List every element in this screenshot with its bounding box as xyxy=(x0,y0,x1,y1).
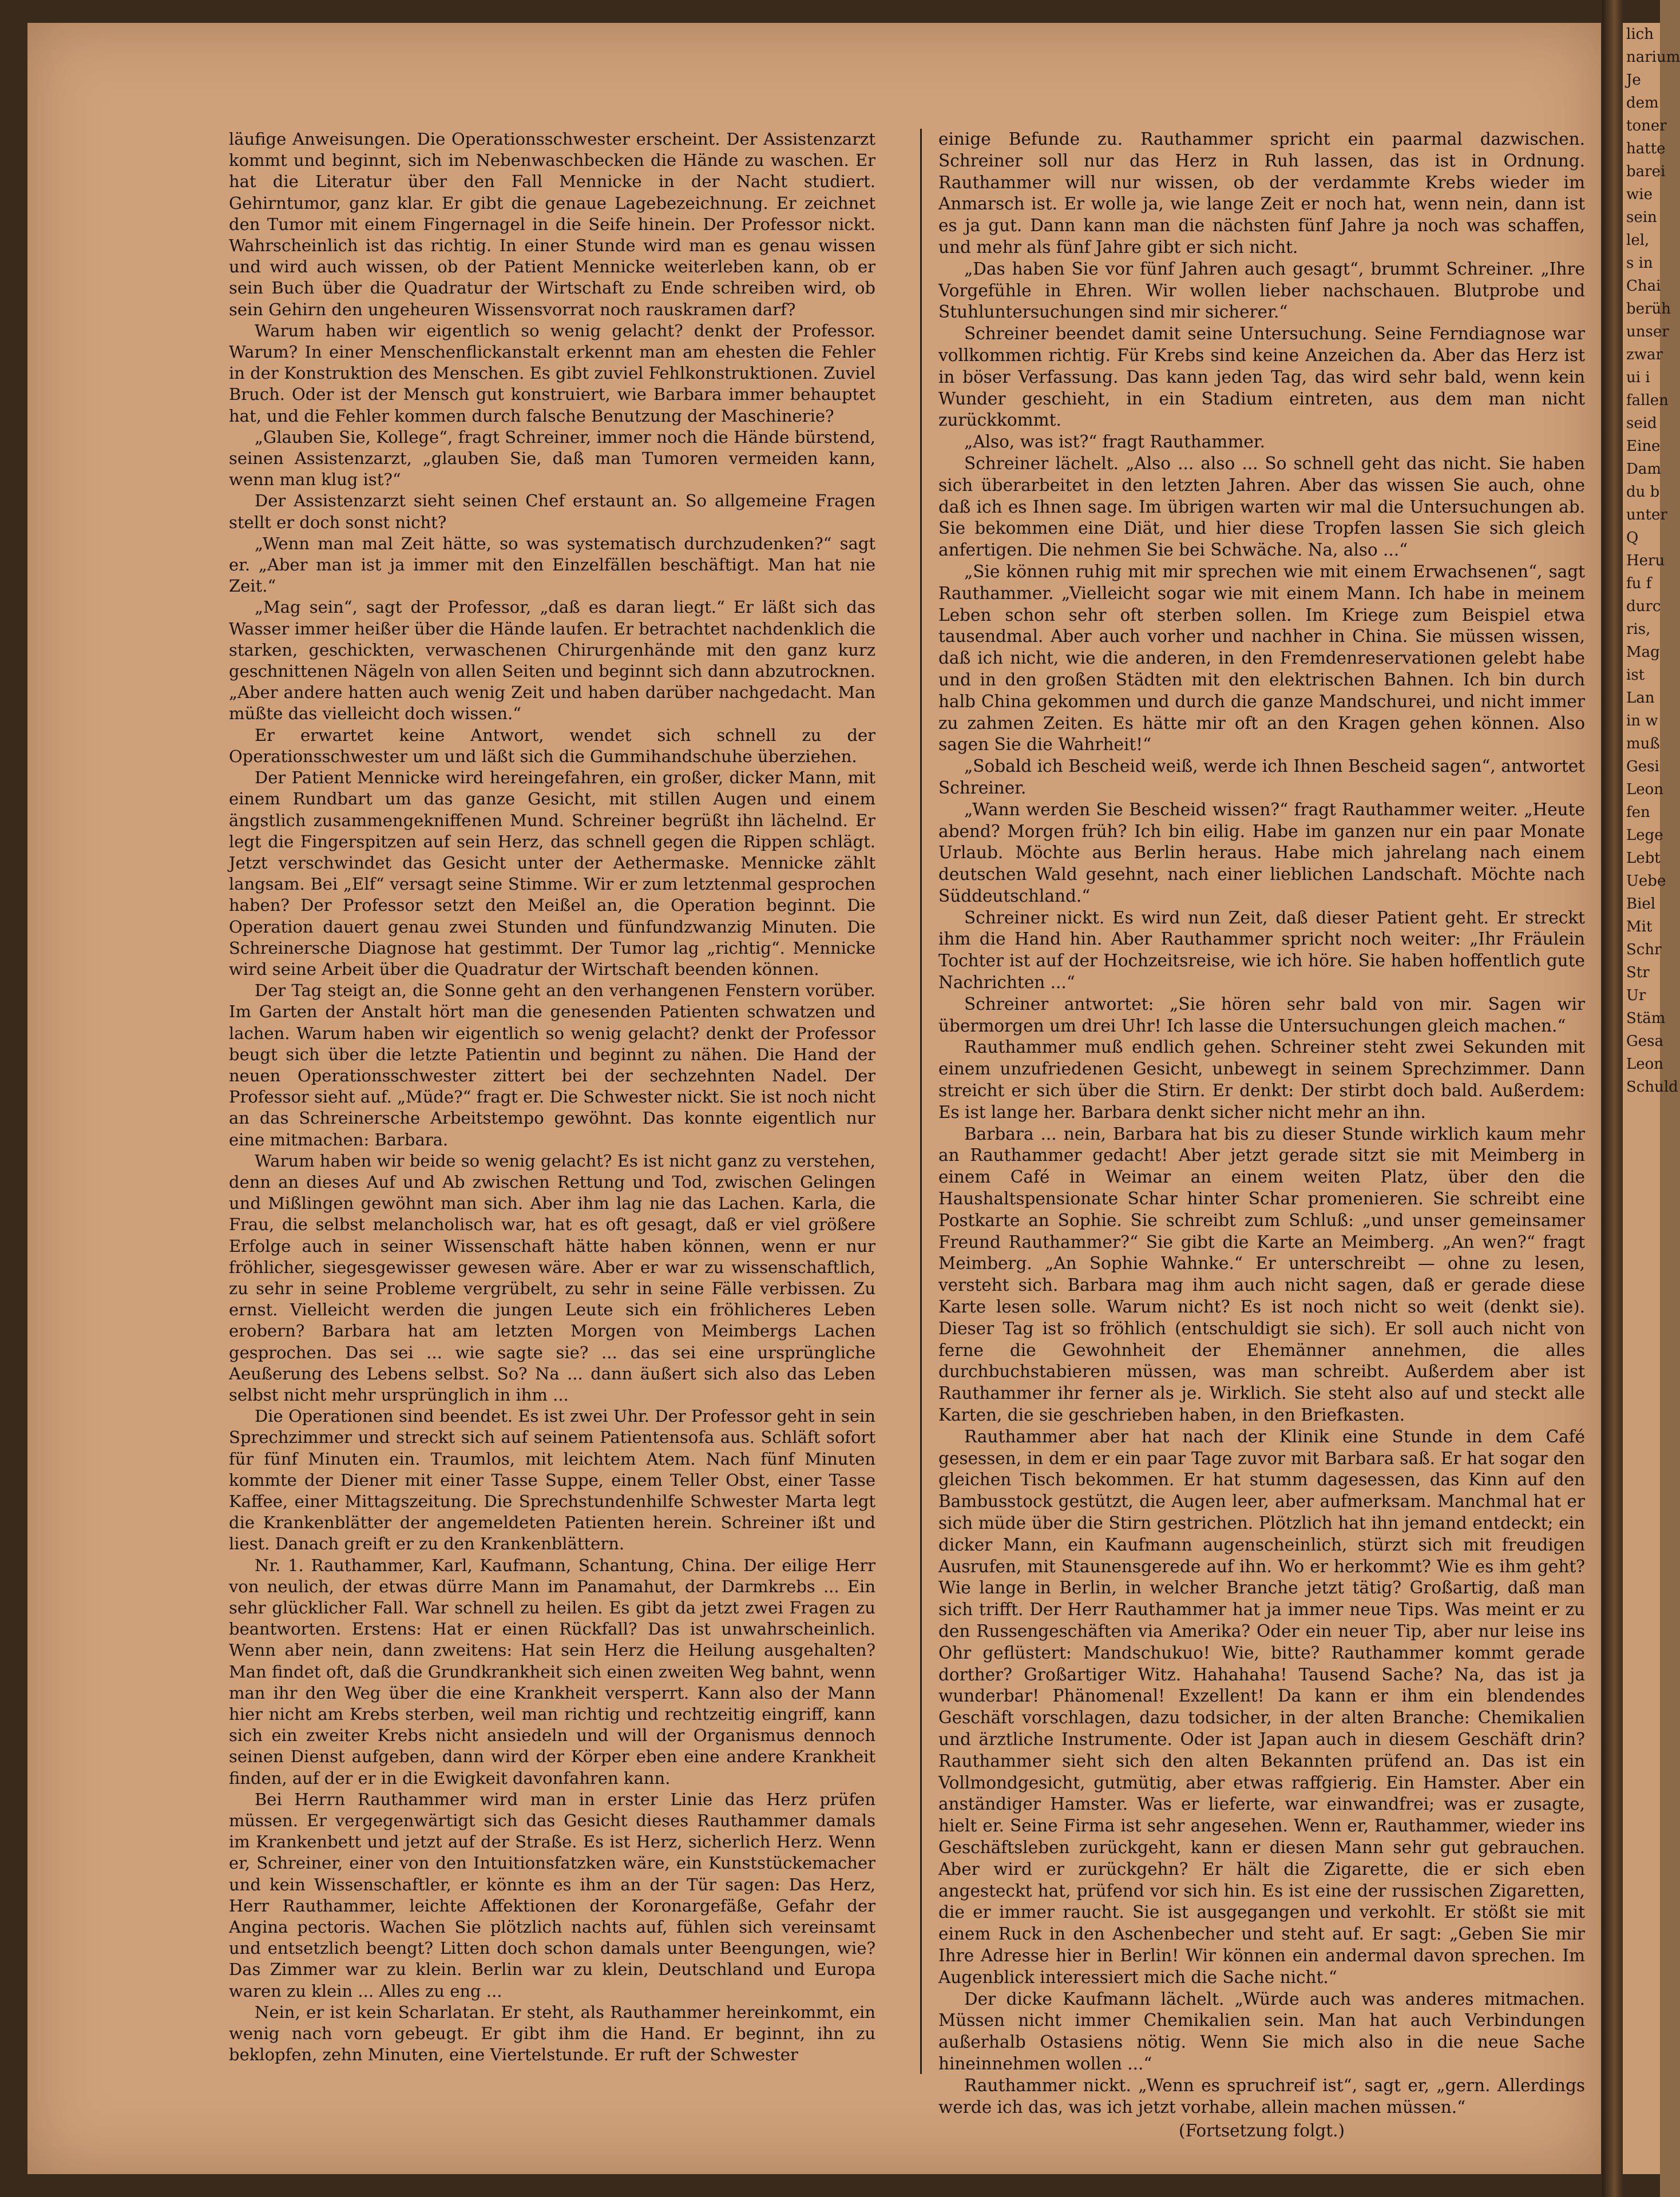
paragraph: Der Patient Mennicke wird hereingefahren, ein großer, dicker Mann, mit einem Rundbart um das ganze Gesicht, mit stillen Augen und einem ängstlich zusammengekniffenen Mund. Schreiner begrüßt ihn lächelnd. Er legt die Fingerspitzen auf sein Herz, das schnell gegen die Rippen schlägt. Jetzt verschwindet das Gesicht unter der Aethermaske. Mennicke zählt langsam. Bei „Elf“ versagt seine Stimme. Wir er zum letztenmal gesprochen haben? Der Professor setzt den Meißel an, die Operation beginnt. Die Operation dauert genau zwei Stunden und fünfundzwanzig Minuten. Die Schreinersche Diagnose hat gestimmt. Der Tumor lag „richtig“. Mennicke wird seine Arbeit über die Quadratur der Wirtschaft beenden können. xyxy=(229,768,875,979)
paragraph: Nein, er ist kein Scharlatan. Er steht, als Rauthammer hereinkommt, ein wenig nach vorn gebeugt. Er gibt ihm die Hand. Er beginnt, ihn zu beklopfen, zehn Minuten, eine Viertelstunde. Er ruft der Schwester xyxy=(229,2002,875,2065)
paragraph: „Also, was ist?“ fragt Rauthammer. xyxy=(964,432,1266,452)
paragraph: Nr. 1. Rauthammer, Karl, Kaufmann, Schantung, China. Der eilige Herr von neulich, der etwas dürre Mann im Panamahut, der Darmkrebs ... Ein sehr glücklicher Fall. War schnell zu heilen. Es gibt da jetzt zwei Fragen zu beantworten. Erstens: Hat er einen Rückfall? Das ist unwahrscheinlich. Wenn aber nein, dann zweitens: Hat sein Herz die Heilung ausgehalten? Man findet oft, daß die Grundkrankheit sich einen zweiten Weg bahnt, wenn man ihr den Weg über die eine Krankheit versperrt. Kann also der Mann hier nicht am Krebs sterben, weil man richtig und rechtzeitig eingriff, kann sich ein zweiter Krebs nicht ansiedeln und will der Organismus dennoch seinen Dienst aufgeben, dann wird der Körper eben eine andere Krankheit finden, auf der er in die Ewigkeit davonfahren kann. xyxy=(229,1555,875,1788)
paragraph: Schreiner nickt. Es wird nun Zeit, daß dieser Patient geht. Er streckt ihm die Hand hin. Aber Rauthammer spricht noch weiter: „Ihr Fräulein Tochter ist auf der Hochzeitsreise, wie ich höre. Sie haben hoffentlich gute Nachrichten ...“ xyxy=(938,907,1585,993)
paragraph: Rauthammer muß endlich gehen. Schreiner steht zwei Sekunden mit einem unzufriedenen Gesicht, unbewegt in seinem Sprechzimmer. Dann streicht er sich über die Stirn. Er denkt: Der stirbt doch bald. Außerdem: Es ist lange her. Barbara denkt sicher nicht mehr an ihn. xyxy=(938,1037,1585,1122)
paragraph: „Das haben Sie vor fünf Jahren auch gesagt“, brummt Schreiner. „Ihre Vorgefühle in Ehren. Wir wollen lieber nachschauen. Blutprobe und Stuhluntersuchungen sind mir sicherer.“ xyxy=(938,259,1585,322)
column-divider xyxy=(920,129,922,2074)
right-text-column xyxy=(938,129,1585,2142)
paragraph: Bei Herrn Rauthammer wird man in erster Linie das Herz prüfen müssen. Er vergegenwärtigt sich das Gesicht dieses Rauthammer damals im Krankenbett und jetzt auf der Straße. Es ist Herz, sicherlich Herz. Wenn er, Schreiner, einer von den Intuitionsfatzken wäre, ein Kunststückemacher und kein Wissenschaftler, er könnte es ihm an der Tür sagen: Das Herz, Herr Rauthammer, leichte Affektionen der Koronargefäße, Gefahr der Angina pectoris. Wachen Sie plötzlich nachts auf, fühlen sich vereinsamt und entsetzlich beengt? Litten doch schon damals unter Beengungen, wie? Das Zimmer war zu klein. Berlin war zu klein, Deutschland und Europa waren zu klein ... Alles zu eng ... xyxy=(229,1789,875,2001)
paragraph: Barbara ... nein, Barbara hat bis zu dieser Stunde wirklich kaum mehr an Rauthammer gedacht! Aber jetzt gerade sitzt sie mit Meimberg in einem Café in Weimar an einem weiten Platz, über den die Haushaltspensionate Schar hinter Schar promenieren. Sie schreibt eine Postkarte an Sophie. Sie schreibt zum Schluß: „und unser gemeinsamer Freund Rauthammer?“ Sie gibt die Karte an Meimberg. „An wen?“ fragt Meimberg. „An Sophie Wahnke.“ Er unterschreibt — ohne zu lesen, versteht sich. Barbara mag ihm auch nicht sagen, daß er gerade diese Karte lesen solle. Warum nicht? Es ist noch nicht so weit (denkt sie). Dieser Tag ist so fröhlich (entschuldigt sie sich). Er soll auch nicht von ferne die Gewohnheit der Ehemänner annehmen, die alles durchbuchstabieren müssen, was man schreibt. Außerdem aber ist Rauthammer ihr ferner als je. Wirklich. Sie steht also auf und steckt alle Karten, die sie geschrieben haben, in den Briefkasten. xyxy=(938,1124,1585,1425)
adjacent-page-fragments: lich narium Je dem toner hatte barei wie sein lel, s in Chai berüh unser zwar ui i fallen seid Eine Dam du b unter Q Heru fu f durc ris, Mag ist Lan in w muß Gesi Leon fen Lege Lebt Uebe Biel Mit Schr Str Ur Stäm Gesa Leon Schuld xyxy=(1626,26,1680,1096)
paragraph: Die Operationen sind beendet. Es ist zwei Uhr. Der Professor geht in sein Sprechzimmer und streckt sich auf seinem Patientensofa aus. Schläft sofort für fünf Minuten ein. Traumlos, mit leichtem Atem. Nach fünf Minuten kommte der Diener mit einer Tasse Suppe, einem Teller Obst, einer Tasse Kaffee, einer Mittagszeitung. Die Sprechstundenhilfe Schwester Marta legt die Krankenblätter der angemeldeten Patienten herein. Schreiner ißt und liest. Danach greift er zu den Krankenblättern. xyxy=(229,1406,875,1554)
adjacent-page-edge xyxy=(1623,23,1680,2174)
paragraph: Der Assistenzarzt sieht seinen Chef erstaunt an. So allgemeine Fragen stellt er doch sonst nicht? xyxy=(229,491,875,532)
paragraph: Warum haben wir beide so wenig gelacht? Es ist nicht ganz zu verstehen, denn an dieses Auf und Ab zwischen Rettung und Tod, zwischen Gelingen und Mißlingen gewöhnt man sich. Aber ihm lag nie das Lachen. Karla, die Frau, die selbst melancholisch war, hat es oft gesagt, daß er viel größere Erfolge auch in seiner Wissenschaft hätte haben können, wenn er nur fröhlicher, siegesgewisser gewesen wäre. Aber er war zu wissenschaftlich, zu sehr in seine Probleme vergrübelt, zu sehr in seine Fälle verbissen. Zu ernst. Vielleicht werden die jungen Leute sich ein fröhlicheres Leben erobern? Barbara hat am letzten Morgen von Meimbergs Lachen gesprochen. Das sei ... wie sagte sie? ... das sei eine ursprüngliche Aeußerung des Lebens selbst. So? Na ... dann äußert sich also das Leben selbst nicht mehr ursprünglich in ihm ... xyxy=(229,1151,875,1405)
page-gutter xyxy=(1602,0,1623,2197)
paragraph: läufige Anweisungen. Die Operationsschwester erscheint. Der Assistenzarzt kommt und beginnt, sich im Nebenwaschbecken die Hände zu waschen. Er hat die Literatur über den Fall Mennicke in der Nacht studiert. Gehirntumor, ganz klar. Er gibt die genaue Lagebezeichnung. Er zeichnet den Tumor mit einem Fingernagel in die Seife hinein. Der Professor nickt. Wahrscheinlich ist das richtig. In einer Stunde wird man es genau wissen und wird auch wissen, ob der Patient Mennicke weiterleben kann, ob er sein Buch über die Quadratur der Wirtschaft zu Ende schreiben wird, ob sein Gehirn den ungeheuren Wissensvorrat noch rauskramen darf? xyxy=(229,129,875,319)
paragraph: „Sobald ich Bescheid weiß, werde ich Ihnen Bescheid sagen“, antwortet Schreiner. xyxy=(938,756,1585,798)
paragraph: Rauthammer aber hat nach der Klinik eine Stunde in dem Café gesessen, in dem er ein paar Tage zuvor mit Barbara saß. Er hat sogar den gleichen Tisch bekommen. Er hat stumm dagesessen, das Kinn auf den Bambusstock gestützt, die Augen leer, aber aufmerksam. Manchmal hat er sich müde über die Stirn gestrichen. Plötzlich hat ihn jemand entdeckt; ein dicker Mann, ein Kaufmann augenscheinlich, stürzt sich mit freudigen Ausrufen, mit Staunensgerede auf ihn. Wo er herkommt? Wie es ihm geht? Wie lange in Berlin, in welcher Branche jetzt tätig? Großartig, daß man sich trifft. Der Herr Rauthammer hat ja immer neue Tips. Was meint er zu den Russengeschäften via Amerika? Oder ein neuer Tip, aber nur leise ins Ohr geflüstert: Mandschukuo! Wie, bitte? Rauthammer kommt gerade dorther? Großartiger Witz. Hahahaha! Tausend Sache? Na, das ist ja wunderbar! Phänomenal! Exzellent! Da kann er ihm ein blendendes Geschäft vorschlagen, dazu todsicher, in der alten Branche: Chemikalien und ärztliche Instrumente. Oder ist Japan auch in diesem Geschäft drin? Rauthammer sieht sich den alten Bekannten prüfend an. Das ist ein Vollmondgesicht, gutmütig, aber etwas raffgierig. Ein Hamster. Aber ein anständiger Hamster. Was er lieferte, war einwandfrei; was er zusagte, hielt er. Seine Firma ist sehr angesehen. Wenn er, Rauthammer, wieder ins Geschäftsleben zurückgeht, kann er diesen Mann sehr gut gebrauchen. Aber wird er zurückgehn? Er hält die Zigarette, die er sich eben angesteckt hat, prüfend vor sich hin. Es ist eine der russischen Zigaretten, die er immer raucht. Sie ist ausgegangen und verkohlt. Er stößt sie mit einem Ruck in den Aschenbecher und steht auf. Er sagt: „Geben Sie mir Ihre Adresse hier in Berlin! Wir können ein andermal davon sprechen. Im Augenblick interessiert mich die Sache nicht.“ xyxy=(938,1426,1585,1987)
paragraph: Er erwartet keine Antwort, wendet sich schnell zu der Operationsschwester um und läßt sich die Gummihandschuhe überziehen. xyxy=(229,725,875,766)
paragraph: „Glauben Sie, Kollege“, fragt Schreiner, immer noch die Hände bürstend, seinen Assistenzarzt, „glauben Sie, daß man Tumoren vermeiden kann, wenn man klug ist?“ xyxy=(229,427,875,490)
paragraph: Schreiner antwortet: „Sie hören sehr bald von mir. Sagen wir übermorgen um drei Uhr! Ich lasse die Untersuchungen gleich machen.“ xyxy=(938,994,1585,1036)
continuation-note: (Fortsetzung folgt.) xyxy=(1178,2121,1345,2141)
paragraph: Schreiner beendet damit seine Untersuchung. Seine Ferndiagnose war vollkommen richtig. Für Krebs sind keine Anzeichen da. Aber das Herz ist in böser Verfassung. Das kann jeden Tag, das wird sehr bald, wenn kein Wunder geschieht, in ein Stadium eintreten, aus dem man nicht zurückkommt. xyxy=(938,324,1585,430)
paragraph: „Wann werden Sie Bescheid wissen?“ fragt Rauthammer weiter. „Heute abend? Morgen früh? Ich bin eilig. Habe im ganzen nur ein paar Monate Urlaub. Möchte aus Berlin heraus. Habe mich jahrelang nach einem deutschen Wald gesehnt, nach einer lieblichen Landschaft. Möchte nach Süddeutschland.“ xyxy=(938,799,1585,906)
paragraph: „Sie können ruhig mit mir sprechen wie mit einem Erwachsenen“, sagt Rauthammer. „Vielleicht sogar wie mit einem Mann. Ich habe in meinem Leben schon sehr oft sterben sollen. Im Kriege zum Beispiel etwa tausendmal. Aber auch vorher und nachher in China. Sie müssen wissen, daß ich nicht, wie die anderen, in den Fremdenreservationen gelebt habe und in den großen Städten mit den elektrischen Bahnen. Ich bin durch halb China gekommen und durch die ganze Mandschurei, und nicht immer zu zahmen Zeiten. Es hätte mir oft an den Kragen gehen können. Also sagen Sie die Wahrheit!“ xyxy=(938,561,1585,755)
paragraph: einige Befunde zu. Rauthammer spricht ein paarmal dazwischen. Schreiner soll nur das Herz in Ruh lassen, das ist in Ordnung. Rauthammer will nur wissen, ob der verdammte Krebs wieder im Anmarsch ist. Er wolle ja, wie lange Zeit er noch hat, wenn nein, dann ist es ja gut. Dann kann man die nächsten fünf Jahre ja noch was schaffen, und mehr als fünf Jahre gibt er sich nicht. xyxy=(938,129,1585,257)
paragraph: „Mag sein“, sagt der Professor, „daß es daran liegt.“ Er läßt sich das Wasser immer heißer über die Hände laufen. Er betrachtet nachdenklich die starken, geschickten, verwaschenen Chirurgenhände mit den ganz kurz geschnittenen Nägeln von allen Seiten und beginnt sich dann abzutrocknen. „Aber andere hatten auch wenig Zeit und haben darüber nachgedacht. Man müßte das vielleicht doch wissen.“ xyxy=(229,597,875,724)
paragraph: Der dicke Kaufmann lächelt. „Würde auch was anderes mitmachen. Müssen nicht immer Chemikalien sein. Man hat auch Verbindungen außerhalb Ostasiens nötig. Wenn Sie mich also in die neue Sache hineinnehmen wollen ...“ xyxy=(938,1989,1585,2073)
paragraph: Der Tag steigt an, die Sonne geht an den verhangenen Fenstern vorüber. Im Garten der Anstalt hört man die genesenden Patienten schwatzen und lachen. Warum haben wir eigentlich so wenig gelacht? denkt der Professor beugt sich über die letzte Patientin und beginnt zu nähen. Die Hand der neuen Operationsschwester zittert bei der sechzehnten Nadel. Der Professor sieht auf. „Müde?“ fragt er. Die Schwester nickt. Sie ist noch nicht an das Schreinersche Arbeitstempo gewöhnt. Das konnte eigentlich nur eine mitmachen: Barbara. xyxy=(229,981,875,1149)
paragraph: Rauthammer nickt. „Wenn es spruchreif ist“, sagt er, „gern. Allerdings werde ich das, was ich jetzt vorhabe, allein machen müssen.“ xyxy=(938,2075,1585,2117)
paragraph: Warum haben wir eigentlich so wenig gelacht? denkt der Professor. Warum? In einer Menschenflickanstalt erkennt man am ehesten die Fehler in der Konstruktion des Menschen. Es gibt zuviel Fehlkonstruktionen. Zuviel Bruch. Oder ist der Mensch gut konstruiert, wie Barbara immer behauptet hat, und die Fehler kommen durch falsche Benutzung der Maschinerie? xyxy=(229,320,875,426)
paragraph: Schreiner lächelt. „Also ... also ... So schnell geht das nicht. Sie haben sich überarbeitet in den letzten Jahren. Aber das wissen Sie auch, ohne daß ich es Ihnen sage. Im übrigen warten wir mal die Untersuchungen ab. Sie bekommen eine Diät, und hier diese Tropfen lassen Sie sich gleich anfertigen. Die nehmen Sie bei Schwäche. Na, also ...“ xyxy=(938,453,1585,560)
left-text-column xyxy=(229,129,875,2065)
paragraph: „Wenn man mal Zeit hätte, so was systematisch durchzudenken?“ sagt er. „Aber man ist ja immer mit den Einzelfällen beschäftigt. Man hat nie Zeit.“ xyxy=(229,533,875,596)
